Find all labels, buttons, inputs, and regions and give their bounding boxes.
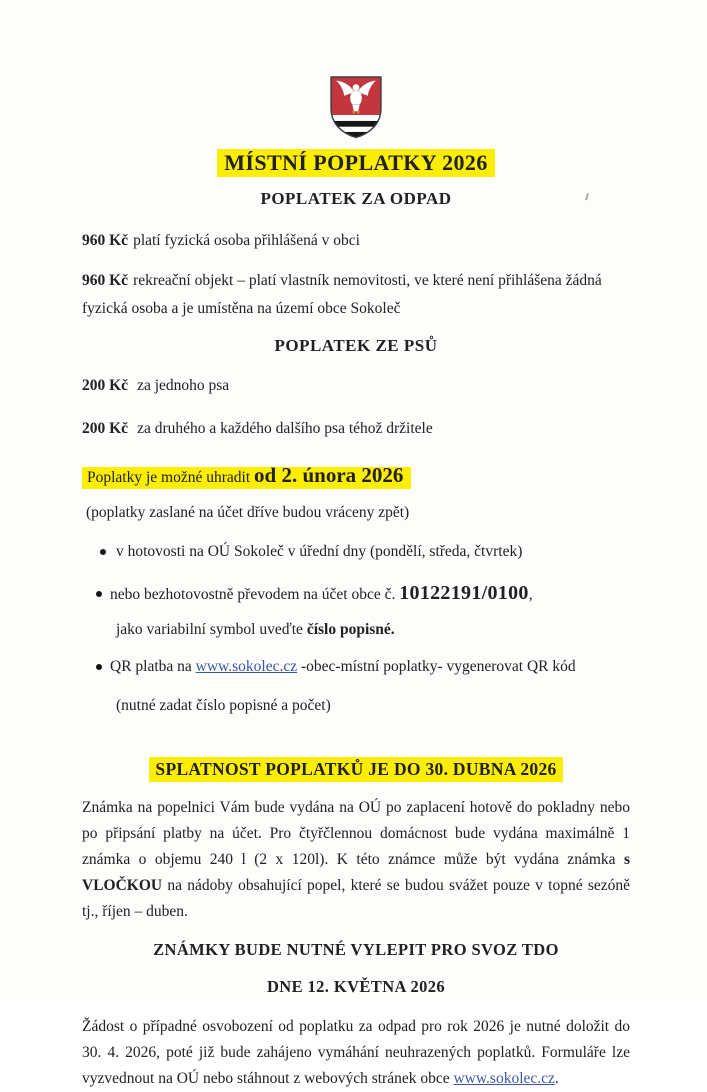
bullet-cash-text: v hotovosti na OÚ Sokoleč v úřední dny (pondělí, středa, čtvrtek) — [116, 543, 523, 560]
fee-text: za jednoho psa — [137, 377, 230, 394]
exemption-paragraph-part1: Žádost o případné osvobození od poplatku za odpad pro rok 2026 je nutné doložit do 30. 4. 2026, poté již bude zahájeno vymáhání neuhrazených poplatků. Formuláře lze vyzvednout na OÚ nebo stáhnout z webových stránek obce — [82, 1018, 630, 1087]
account-number: 10122191/0100 — [399, 582, 529, 604]
exemption-paragraph-part2: . — [554, 1070, 559, 1087]
payment-start-date: od 2. února 2026 — [254, 463, 404, 487]
bullet-item-qr — [82, 654, 630, 680]
due-date-heading — [82, 759, 630, 780]
fee-row — [82, 415, 630, 443]
stamp-paragraph — [82, 795, 630, 925]
fee-text: platí fyzická osoba přihlášená v obci — [133, 232, 360, 249]
page-title-highlight: MÍSTNÍ POPLATKY 2026 — [217, 149, 494, 177]
fee-price: 200 Kč — [82, 377, 129, 394]
payment-deadline-highlight — [82, 463, 411, 489]
fee-price: 960 Kč — [82, 232, 129, 249]
fee-price: 200 Kč — [82, 420, 129, 437]
exemption-paragraph — [82, 1014, 630, 1092]
stamps-heading-line2: DNE 12. KVĚTNA 2026 — [266, 977, 446, 996]
bullet-transfer-prefix: nebo bezhotovostně převodem na účet obce č. — [110, 586, 400, 603]
payment-deadline-line — [82, 463, 630, 488]
scan-artifact — [583, 193, 589, 201]
bullet-qr-prefix: QR platba na — [110, 658, 196, 675]
payment-deadline-prefix: Poplatky je možné uhradit — [87, 469, 255, 486]
stamp-paragraph-part2: na nádoby obsahující popel, které se budou svážet pouze v topné sezóně tj., říjen – duben. — [82, 877, 630, 920]
variable-symbol-note — [116, 621, 630, 639]
bullet-icon — [96, 664, 102, 670]
section-heading-odpad — [82, 189, 630, 209]
bullet-item-transfer — [82, 580, 630, 608]
fee-row — [82, 227, 630, 255]
fee-row — [82, 372, 630, 400]
fee-row — [82, 267, 630, 323]
variable-symbol-prefix: jako variabilní symbol uveďte — [116, 621, 307, 638]
fee-price: 960 Kč — [82, 272, 129, 289]
section-heading-odpad-text: POPLATEK ZA ODPAD — [260, 189, 452, 208]
bullet-icon — [96, 591, 102, 597]
emblem-container — [82, 0, 630, 145]
stamps-heading-line1: ZNÁMKY BUDE NUTNÉ VYLEPIT PRO SVOZ TDO — [153, 940, 559, 959]
vlockou-bold: s VLOČKOU — [82, 851, 630, 894]
bullet-qr-text — [110, 654, 576, 680]
variable-symbol-bold: číslo popisné. — [306, 621, 395, 638]
fee-text: rekreační objekt – platí vlastník nemovitosti, ve které není přihlášena žádná fyzická osoba a je umístěna na území obce Sokoleč — [82, 272, 602, 317]
website-link[interactable]: www.sokolec.cz — [195, 658, 298, 675]
bullet-transfer-text — [110, 580, 533, 608]
section-heading-psi-text: POPLATEK ZE PSŮ — [274, 336, 438, 355]
page-title — [82, 150, 630, 176]
fee-text: za druhého a každého dalšího psa téhož držitele — [137, 420, 433, 437]
website-link[interactable]: www.sokolec.cz — [453, 1070, 555, 1087]
due-date-heading-highlight: SPLATNOST POPLATKŮ JE DO 30. DUBNA 2026 — [149, 757, 562, 782]
coat-of-arms-icon — [318, 74, 394, 140]
bullet-item-cash — [82, 539, 630, 565]
section-heading-psi — [82, 336, 630, 356]
qr-note: (nutné zadat číslo popisné a počet) — [116, 697, 331, 714]
stamp-paragraph-part1: Známka na popelnici Vám bude vydána na OÚ po zaplacení hotově do pokladny nebo po připsání platby na účet. Pro čtyřčlennou domácnost bude vydána maximálně 1 známka o objemu 240 l (2 x 120l). K této známce může být vydána známka — [82, 799, 630, 868]
bullet-transfer-suffix: , — [528, 586, 533, 603]
refund-note: (poplatky zaslané na účet dříve budou vráceny zpět) — [86, 504, 410, 521]
bullet-qr-suffix: -obec-místní poplatky- vygenerovat QR kód — [297, 658, 576, 675]
bullet-icon — [100, 549, 106, 555]
